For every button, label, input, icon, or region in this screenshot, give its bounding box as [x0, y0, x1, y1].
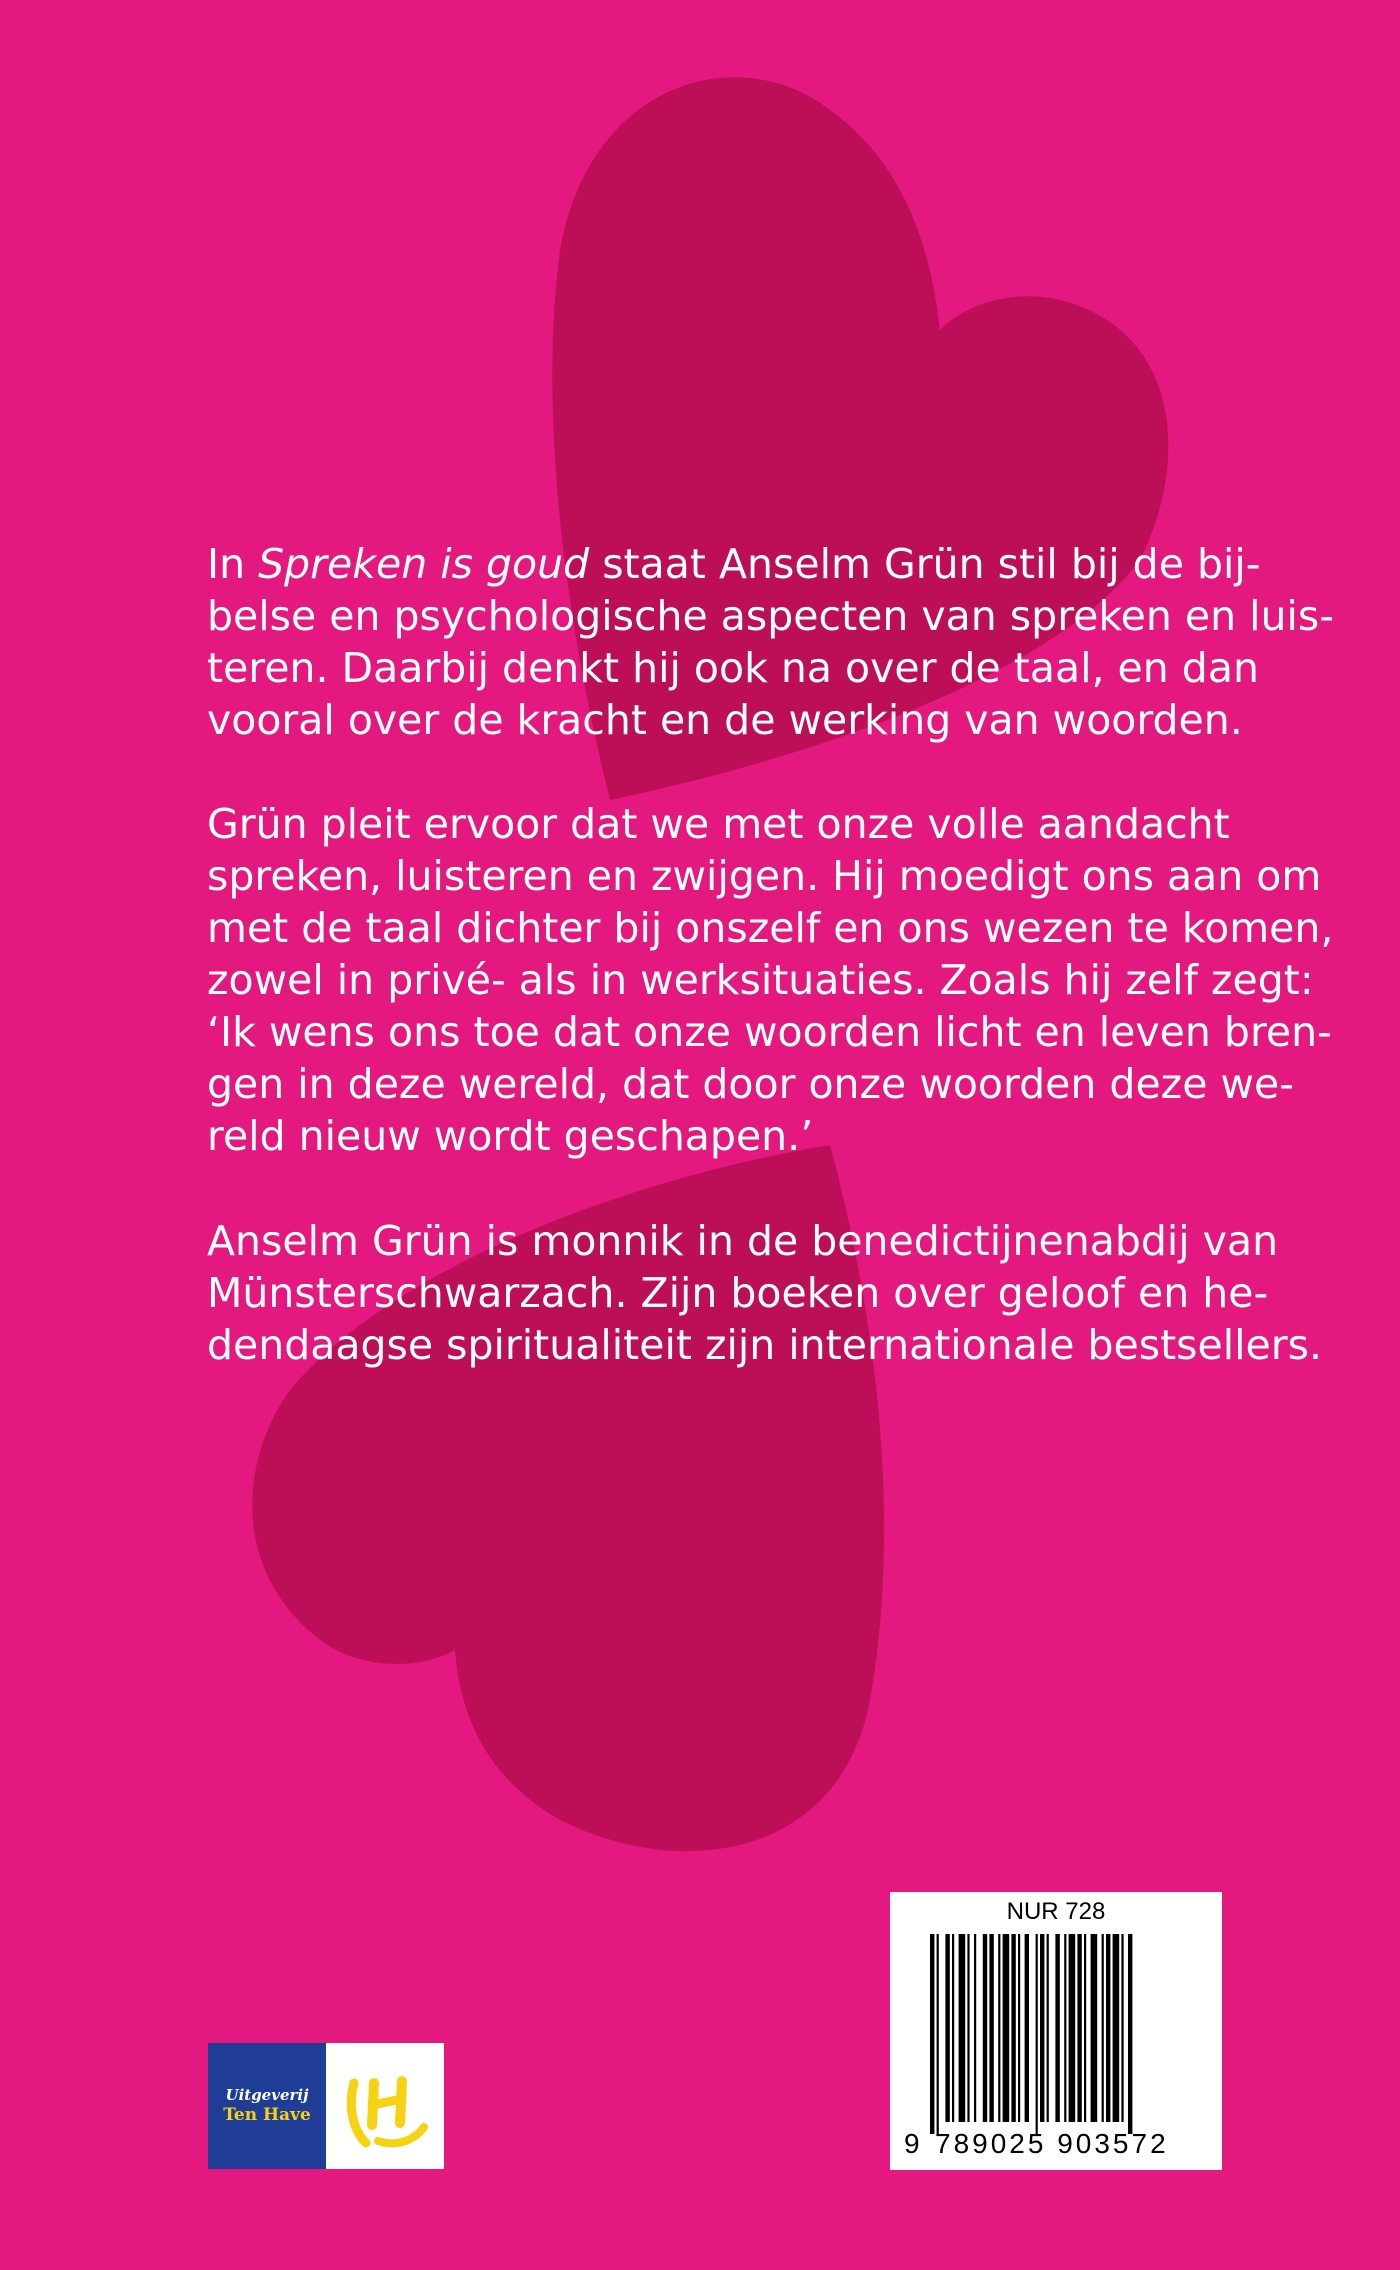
publisher-name: Ten Have [223, 2105, 311, 2125]
barcode-bar [1025, 1934, 1029, 2122]
blurb-line: teren. Daarbij denkt hij ook na over de taal, en dan [207, 644, 1259, 692]
blurb-line: gen in deze wereld, dat door onze woorden deze we- [207, 1060, 1295, 1108]
blurb-line: met de taal dichter bij onszelf en ons wezen te komen, [207, 904, 1334, 952]
barcode-bar [1036, 1934, 1038, 2134]
barcode-bar [1091, 1934, 1098, 2122]
barcode-bar [1084, 1934, 1086, 2122]
isbn-barcode [890, 1892, 1222, 2170]
barcode-bar [1003, 1934, 1010, 2122]
bio-line: Anselm Grün is monnik in de benedictijnenabdij van [207, 1217, 1279, 1265]
barcode-bar [1113, 1934, 1120, 2122]
blurb-line: reld nieuw wordt geschapen.’ [207, 1112, 814, 1160]
barcode-bar [1128, 1934, 1132, 2134]
blurb-line: belse en psychologische aspecten van spreken en luis- [207, 592, 1335, 640]
blurb-line: ‘Ik wens ons toe dat onze woorden licht en leven bren- [207, 1008, 1332, 1056]
barcode-bar [1069, 1934, 1076, 2122]
blurb-line: vooral over de kracht en de werking van woorden. [207, 696, 1243, 744]
blurb-line: zowel in privé- als in werksituaties. Zoals hij zelf zegt: [207, 956, 1314, 1004]
barcode-bar [1106, 1934, 1110, 2122]
barcode-bar [1077, 1934, 1081, 2122]
barcode-bar [930, 1934, 934, 2134]
blurb-line: In Spreken is goud staat Anselm Grün stil bij de bij- [207, 540, 1261, 588]
book-title: Spreken is goud [258, 540, 590, 588]
barcode-bars [930, 1934, 1190, 2134]
blurb-paragraph-2 [207, 798, 1334, 1162]
blurb-line: Grün pleit ervoor dat we met onze volle aandacht [207, 800, 1230, 848]
blurb-line: spreken, luisteren en zwijgen. Hij moedigt ons aan om [207, 852, 1322, 900]
barcode-bar [998, 1934, 1000, 2122]
barcode-bar [1064, 1934, 1066, 2122]
bio-line: dendaagse spiritualiteit zijn internationale bestsellers. [207, 1321, 1323, 1369]
barcode-bar [1011, 1934, 1015, 2122]
ten-have-h-icon [326, 2043, 444, 2169]
barcode-bar [1047, 1934, 1049, 2122]
author-bio [207, 1215, 1323, 1371]
barcode-bar [974, 1934, 976, 2122]
barcode-bar [937, 1934, 939, 2134]
barcode-bar [952, 1934, 954, 2122]
barcode-bar [1102, 1934, 1104, 2122]
barcode-bar [1040, 1934, 1044, 2122]
publisher-name-panel [208, 2043, 326, 2169]
barcode-bar [1055, 1934, 1059, 2122]
bio-line: Münsterschwarzach. Zijn boeken over geloof en he- [207, 1269, 1269, 1317]
blurb-paragraph-1 [207, 538, 1335, 746]
barcode-bar [959, 1934, 966, 2122]
barcode-bar [1018, 1934, 1020, 2122]
barcode-bar [945, 1934, 949, 2122]
barcode-bar [1121, 1934, 1123, 2122]
nur-code: NUR 728 [1006, 1898, 1106, 1925]
barcode-bar [983, 1934, 987, 2122]
barcode-bar [989, 1934, 993, 2122]
publisher-logo [208, 2043, 444, 2169]
publisher-label: Uitgeverij [225, 2086, 309, 2104]
isbn-digits: 789025 903572 [935, 2128, 1169, 2159]
isbn-first-digit: 9 [904, 2128, 923, 2159]
barcode-bar [967, 1934, 969, 2122]
